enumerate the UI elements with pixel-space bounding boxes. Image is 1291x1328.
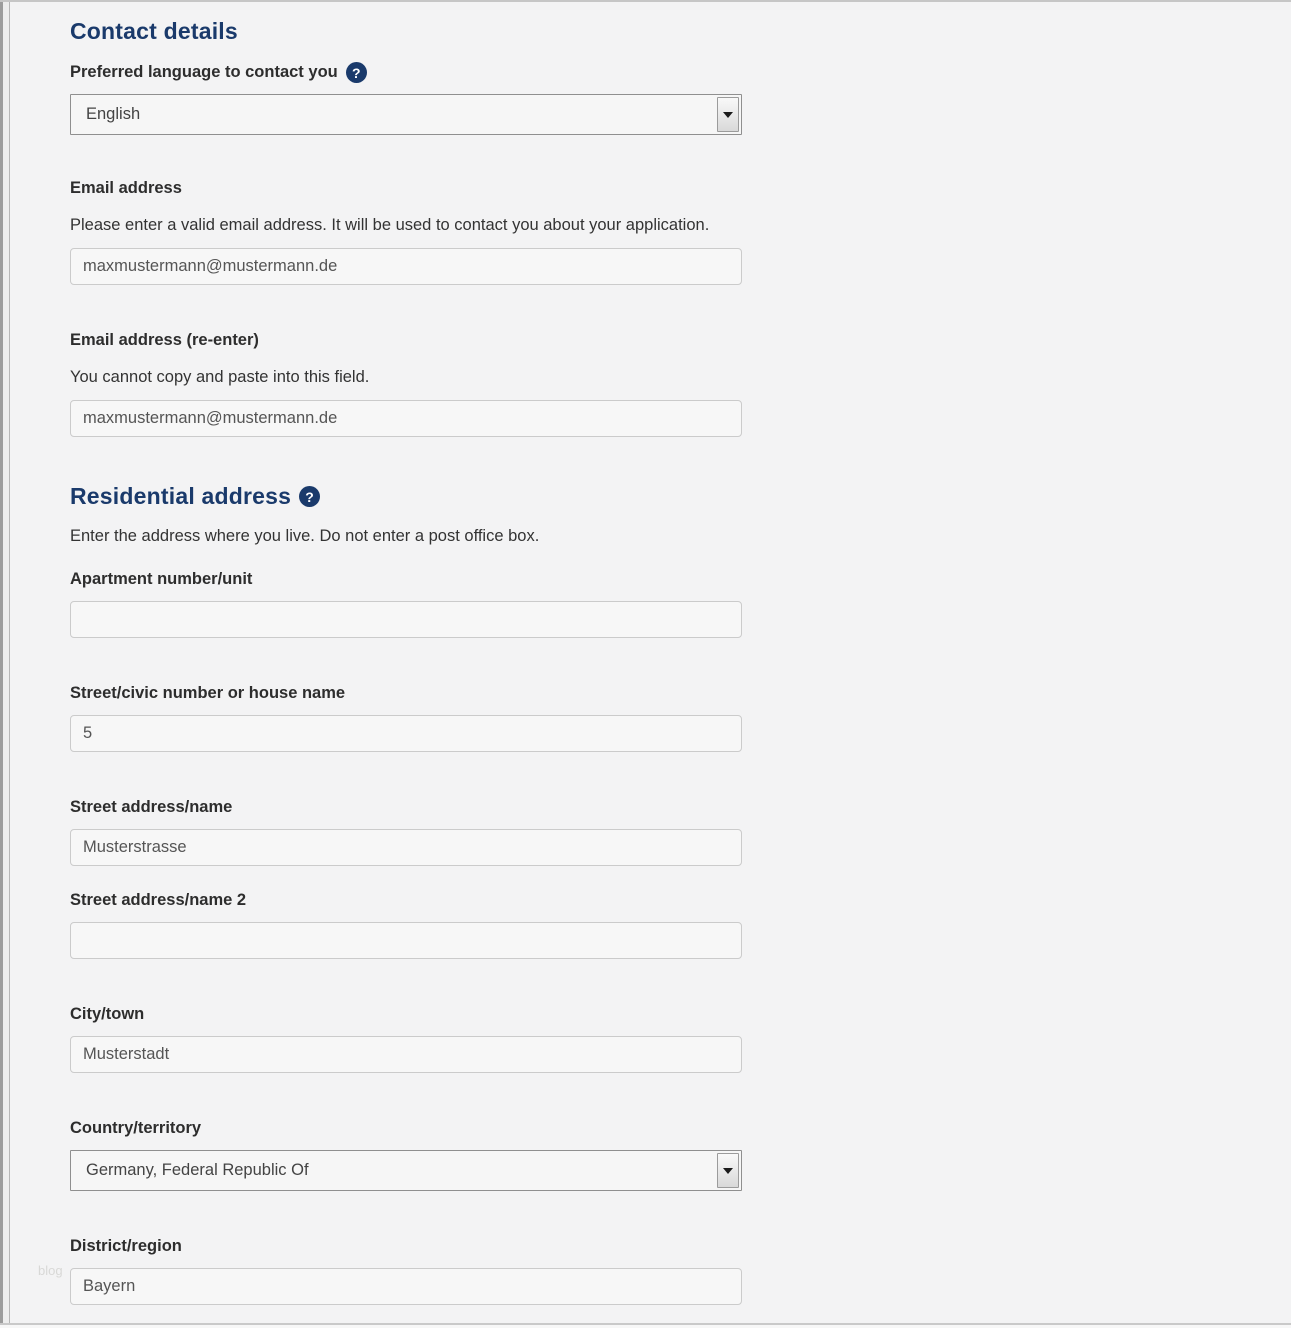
street-name-group [70,798,742,866]
residential-address-title: Residential address [70,483,292,509]
email-hint: Please enter a valid email address. It will be used to contact you about your application. [70,216,710,234]
country-label: Country/territory [70,1119,202,1137]
email-input[interactable] [70,248,742,285]
email-reenter-label: Email address (re-enter) [70,331,259,349]
residential-address-heading [70,483,742,510]
apartment-label: Apartment number/unit [70,570,253,588]
email-reenter-group [70,331,742,437]
street-name-label: Street address/name [70,798,233,816]
application-form [70,18,742,1305]
contact-details-title: Contact details [70,18,238,44]
preferred-language-select[interactable] [70,94,742,135]
preferred-language-value: English [86,105,141,123]
apartment-input[interactable] [70,601,742,638]
apartment-group [70,570,742,638]
page-bottom-edge [0,1323,1291,1328]
email-group [70,179,742,285]
country-value: Germany, Federal Republic Of [86,1161,309,1179]
street-number-label: Street/civic number or house name [70,684,346,702]
city-label: City/town [70,1005,145,1023]
street-name-input[interactable] [70,829,742,866]
street-number-group [70,684,742,752]
email-reenter-input[interactable] [70,400,742,437]
dropdown-arrow-icon [717,97,739,132]
district-label: District/region [70,1237,182,1255]
watermark-text: blog [38,1263,63,1278]
street-name2-label: Street address/name 2 [70,891,247,909]
district-group [70,1237,742,1305]
residential-address-hint: Enter the address where you live. Do not enter a post office box. [70,527,540,545]
preferred-language-label: Preferred language to contact you [70,63,338,81]
email-label: Email address [70,179,182,197]
street-name2-group [70,891,742,959]
dropdown-arrow-icon [717,1153,739,1188]
street-number-input[interactable] [70,715,742,752]
street-name2-input[interactable] [70,922,742,959]
country-group [70,1119,742,1191]
contact-details-heading [70,18,742,45]
help-icon[interactable]: ? [346,62,367,83]
country-select[interactable] [70,1150,742,1191]
district-input[interactable] [70,1268,742,1305]
page-left-edge [0,2,10,1328]
email-reenter-hint: You cannot copy and paste into this field. [70,368,370,386]
help-icon[interactable]: ? [299,486,320,507]
preferred-language-group [70,62,742,135]
city-input[interactable] [70,1036,742,1073]
city-group [70,1005,742,1073]
